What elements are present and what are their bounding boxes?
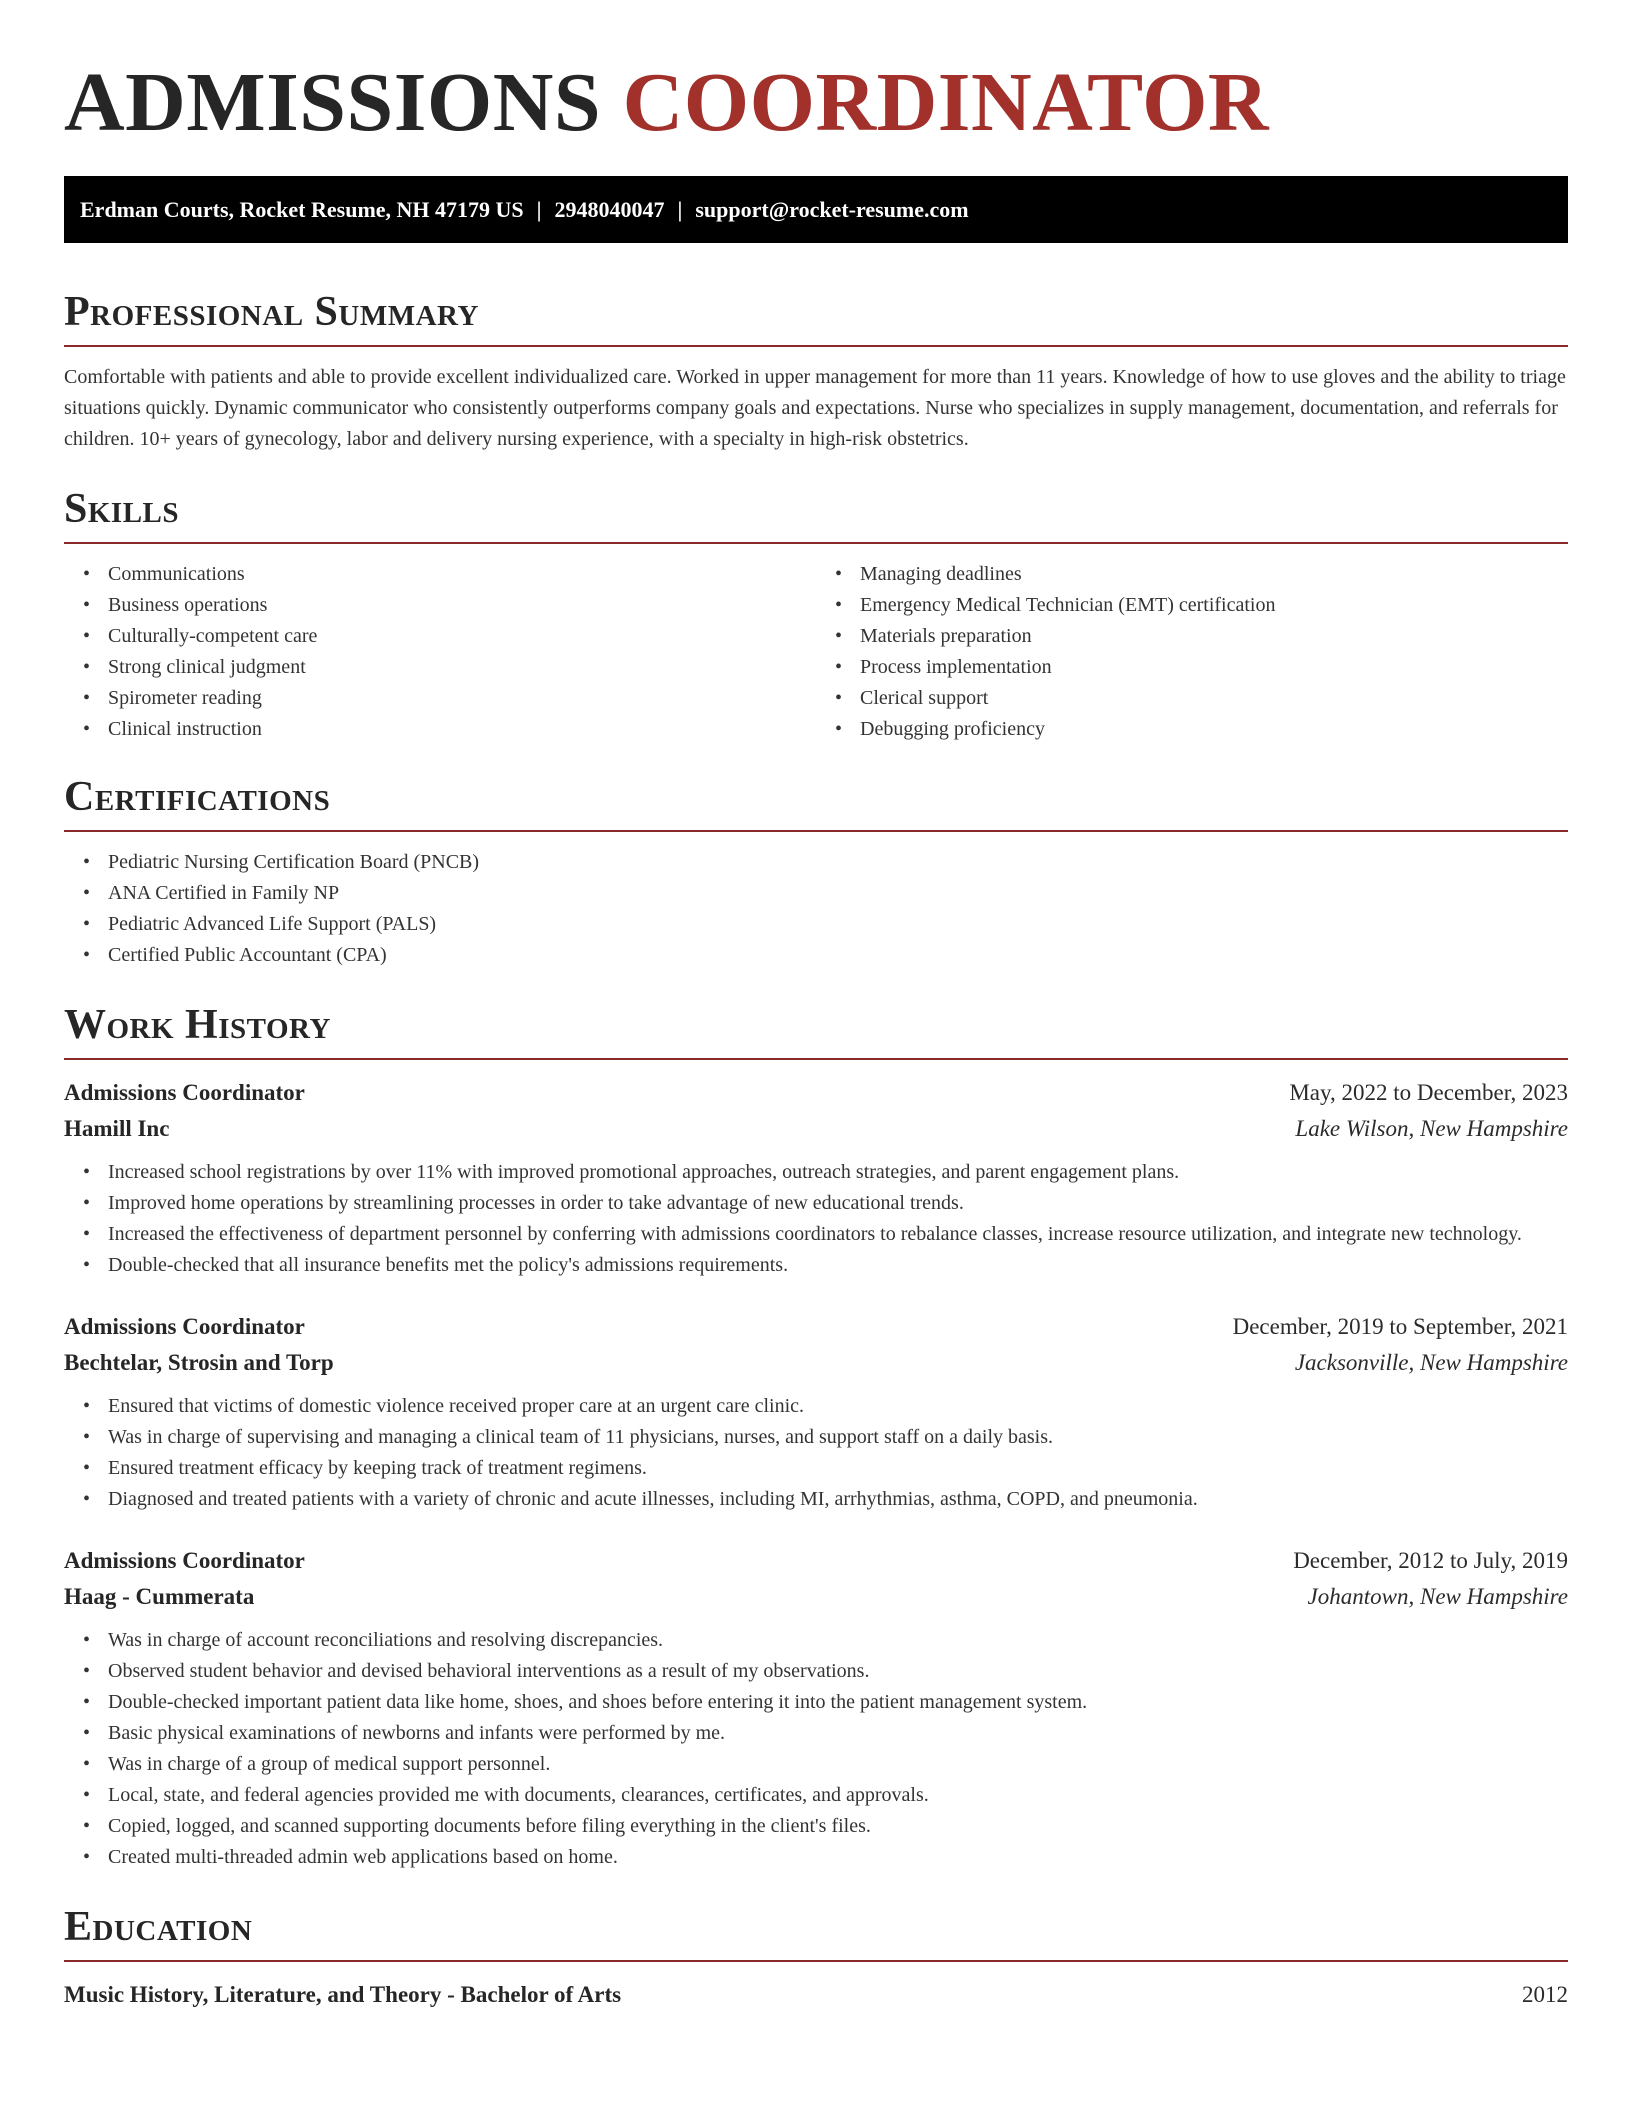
skill-item: • Clerical support (860, 683, 1568, 714)
skill-item: • Strong clinical judgment (108, 652, 816, 683)
job-bullet: • Increased the effectiveness of department personnel by conferring with admissions coordinators to rebalance classes, increase resource utilization, and integrate new technology. (108, 1219, 1568, 1250)
certifications-list (64, 847, 1568, 971)
contact-phone: 2948040047 (554, 197, 665, 222)
contact-email: support@rocket-resume.com (695, 197, 969, 222)
certification-item: • Certified Public Accountant (CPA) (108, 940, 1568, 971)
job-location: Johantown, New Hampshire (1307, 1584, 1568, 1609)
job-company-row (64, 1579, 1568, 1615)
section-divider (64, 345, 1568, 347)
last-name: COORDINATOR (622, 56, 1270, 149)
job-bullet: • Was in charge of account reconciliations and resolving discrepancies. (108, 1625, 1568, 1656)
skills-heading: Skills (64, 486, 180, 532)
skill-item: • Debugging proficiency (860, 714, 1568, 745)
job-location: Lake Wilson, New Hampshire (1295, 1116, 1568, 1141)
job-bullet: • Ensured that victims of domestic violence received proper care at an urgent care clinic. (108, 1391, 1568, 1422)
education-heading: Education (64, 1904, 253, 1950)
job-bullet: • Basic physical examinations of newborns and infants were performed by me. (108, 1718, 1568, 1749)
job-bullet: • Created multi-threaded admin web applications based on home. (108, 1842, 1568, 1873)
job-bullet: • Improved home operations by streamlining processes in order to take advantage of new educational trends. (108, 1188, 1568, 1219)
work-history-heading: Work History (64, 1002, 331, 1048)
section-divider (64, 542, 1568, 544)
skills-list (64, 559, 1568, 745)
job-header-row (64, 1075, 1568, 1111)
skills-column-right (816, 559, 1568, 745)
skill-item: • Culturally-competent care (108, 621, 816, 652)
job-title: Admissions Coordinator (64, 1314, 305, 1339)
skill-item: • Emergency Medical Technician (EMT) certification (860, 590, 1568, 621)
education-year: 2012 (1522, 1982, 1568, 2007)
job-bullet: • Observed student behavior and devised behavioral interventions as a result of my observations. (108, 1656, 1568, 1687)
skills-column-left (64, 559, 816, 745)
job-location: Jacksonville, New Hampshire (1294, 1350, 1568, 1375)
certification-item: • Pediatric Advanced Life Support (PALS) (108, 909, 1568, 940)
resume-name (64, 0, 1568, 176)
job-bullet: • Diagnosed and treated patients with a variety of chronic and acute illnesses, including MI, arrhythmias, asthma, COPD, and pneumonia. (108, 1484, 1568, 1515)
section-divider (64, 1960, 1568, 1962)
summary-text: Comfortable with patients and able to provide excellent individualized care. Worked in upper management for more than 11 years. Knowledge of how to use gloves and the ability to triage situations quickly. Dynamic communicator who consistently outperforms company goals and expectations. Nurse who specializes in supply management, documentation, and referrals for children. 10+ years of gynecology, labor and delivery nursing experience, with a specialty in high-risk obstetrics. (64, 366, 1566, 450)
job-bullet: • Was in charge of a group of medical support personnel. (108, 1749, 1568, 1780)
job-company: Hamill Inc (64, 1116, 170, 1141)
education-entry (64, 1977, 1568, 2013)
job-header-row (64, 1309, 1568, 1345)
skill-item: • Clinical instruction (108, 714, 816, 745)
skill-item: • Managing deadlines (860, 559, 1568, 590)
job-company: Bechtelar, Strosin and Torp (64, 1350, 334, 1375)
contact-separator: | (677, 197, 683, 222)
contact-bar (64, 176, 1568, 243)
skill-item: • Materials preparation (860, 621, 1568, 652)
job-company-row (64, 1111, 1568, 1147)
job-bullets (64, 1157, 1568, 1281)
contact-separator: | (536, 197, 542, 222)
job-header-row (64, 1543, 1568, 1579)
job-bullet: • Double-checked that all insurance benefits met the policy's admissions requirements. (108, 1250, 1568, 1281)
job-bullet: • Copied, logged, and scanned supporting documents before filing everything in the client's files. (108, 1811, 1568, 1842)
job-entry (64, 1309, 1568, 1515)
skill-item: • Communications (108, 559, 816, 590)
job-bullet: • Increased school registrations by over 11% with improved promotional approaches, outreach strategies, and parent engagement plans. (108, 1157, 1568, 1188)
job-entry (64, 1075, 1568, 1281)
contact-address: Erdman Courts, Rocket Resume, NH 47179 US (80, 197, 524, 222)
skill-item: • Spirometer reading (108, 683, 816, 714)
section-divider (64, 830, 1568, 832)
first-name: ADMISSIONS (64, 56, 602, 149)
skill-item: • Business operations (108, 590, 816, 621)
job-bullet: • Local, state, and federal agencies provided me with documents, clearances, certificates, and approvals. (108, 1780, 1568, 1811)
summary-heading: Professional Summary (64, 289, 479, 335)
certification-item: • Pediatric Nursing Certification Board (PNCB) (108, 847, 1568, 878)
certification-item: • ANA Certified in Family NP (108, 878, 1568, 909)
job-bullet: • Ensured treatment efficacy by keeping track of treatment regimens. (108, 1453, 1568, 1484)
job-bullet: • Double-checked important patient data like home, shoes, and shoes before entering it into the patient management system. (108, 1687, 1568, 1718)
job-entry (64, 1543, 1568, 1873)
job-dates: December, 2019 to September, 2021 (1232, 1314, 1568, 1339)
job-dates: May, 2022 to December, 2023 (1289, 1080, 1568, 1105)
job-title: Admissions Coordinator (64, 1080, 305, 1105)
education-degree: Music History, Literature, and Theory - Bachelor of Arts (64, 1982, 622, 2007)
certifications-heading: Certifications (64, 774, 331, 820)
job-company-row (64, 1345, 1568, 1381)
education-row (64, 1977, 1568, 2013)
job-company: Haag - Cummerata (64, 1584, 255, 1609)
job-bullets (64, 1625, 1568, 1873)
job-title: Admissions Coordinator (64, 1548, 305, 1573)
job-bullets (64, 1391, 1568, 1515)
section-divider (64, 1058, 1568, 1060)
skill-item: • Process implementation (860, 652, 1568, 683)
job-bullet: • Was in charge of supervising and managing a clinical team of 11 physicians, nurses, and support staff on a daily basis. (108, 1422, 1568, 1453)
job-dates: December, 2012 to July, 2019 (1293, 1548, 1568, 1573)
